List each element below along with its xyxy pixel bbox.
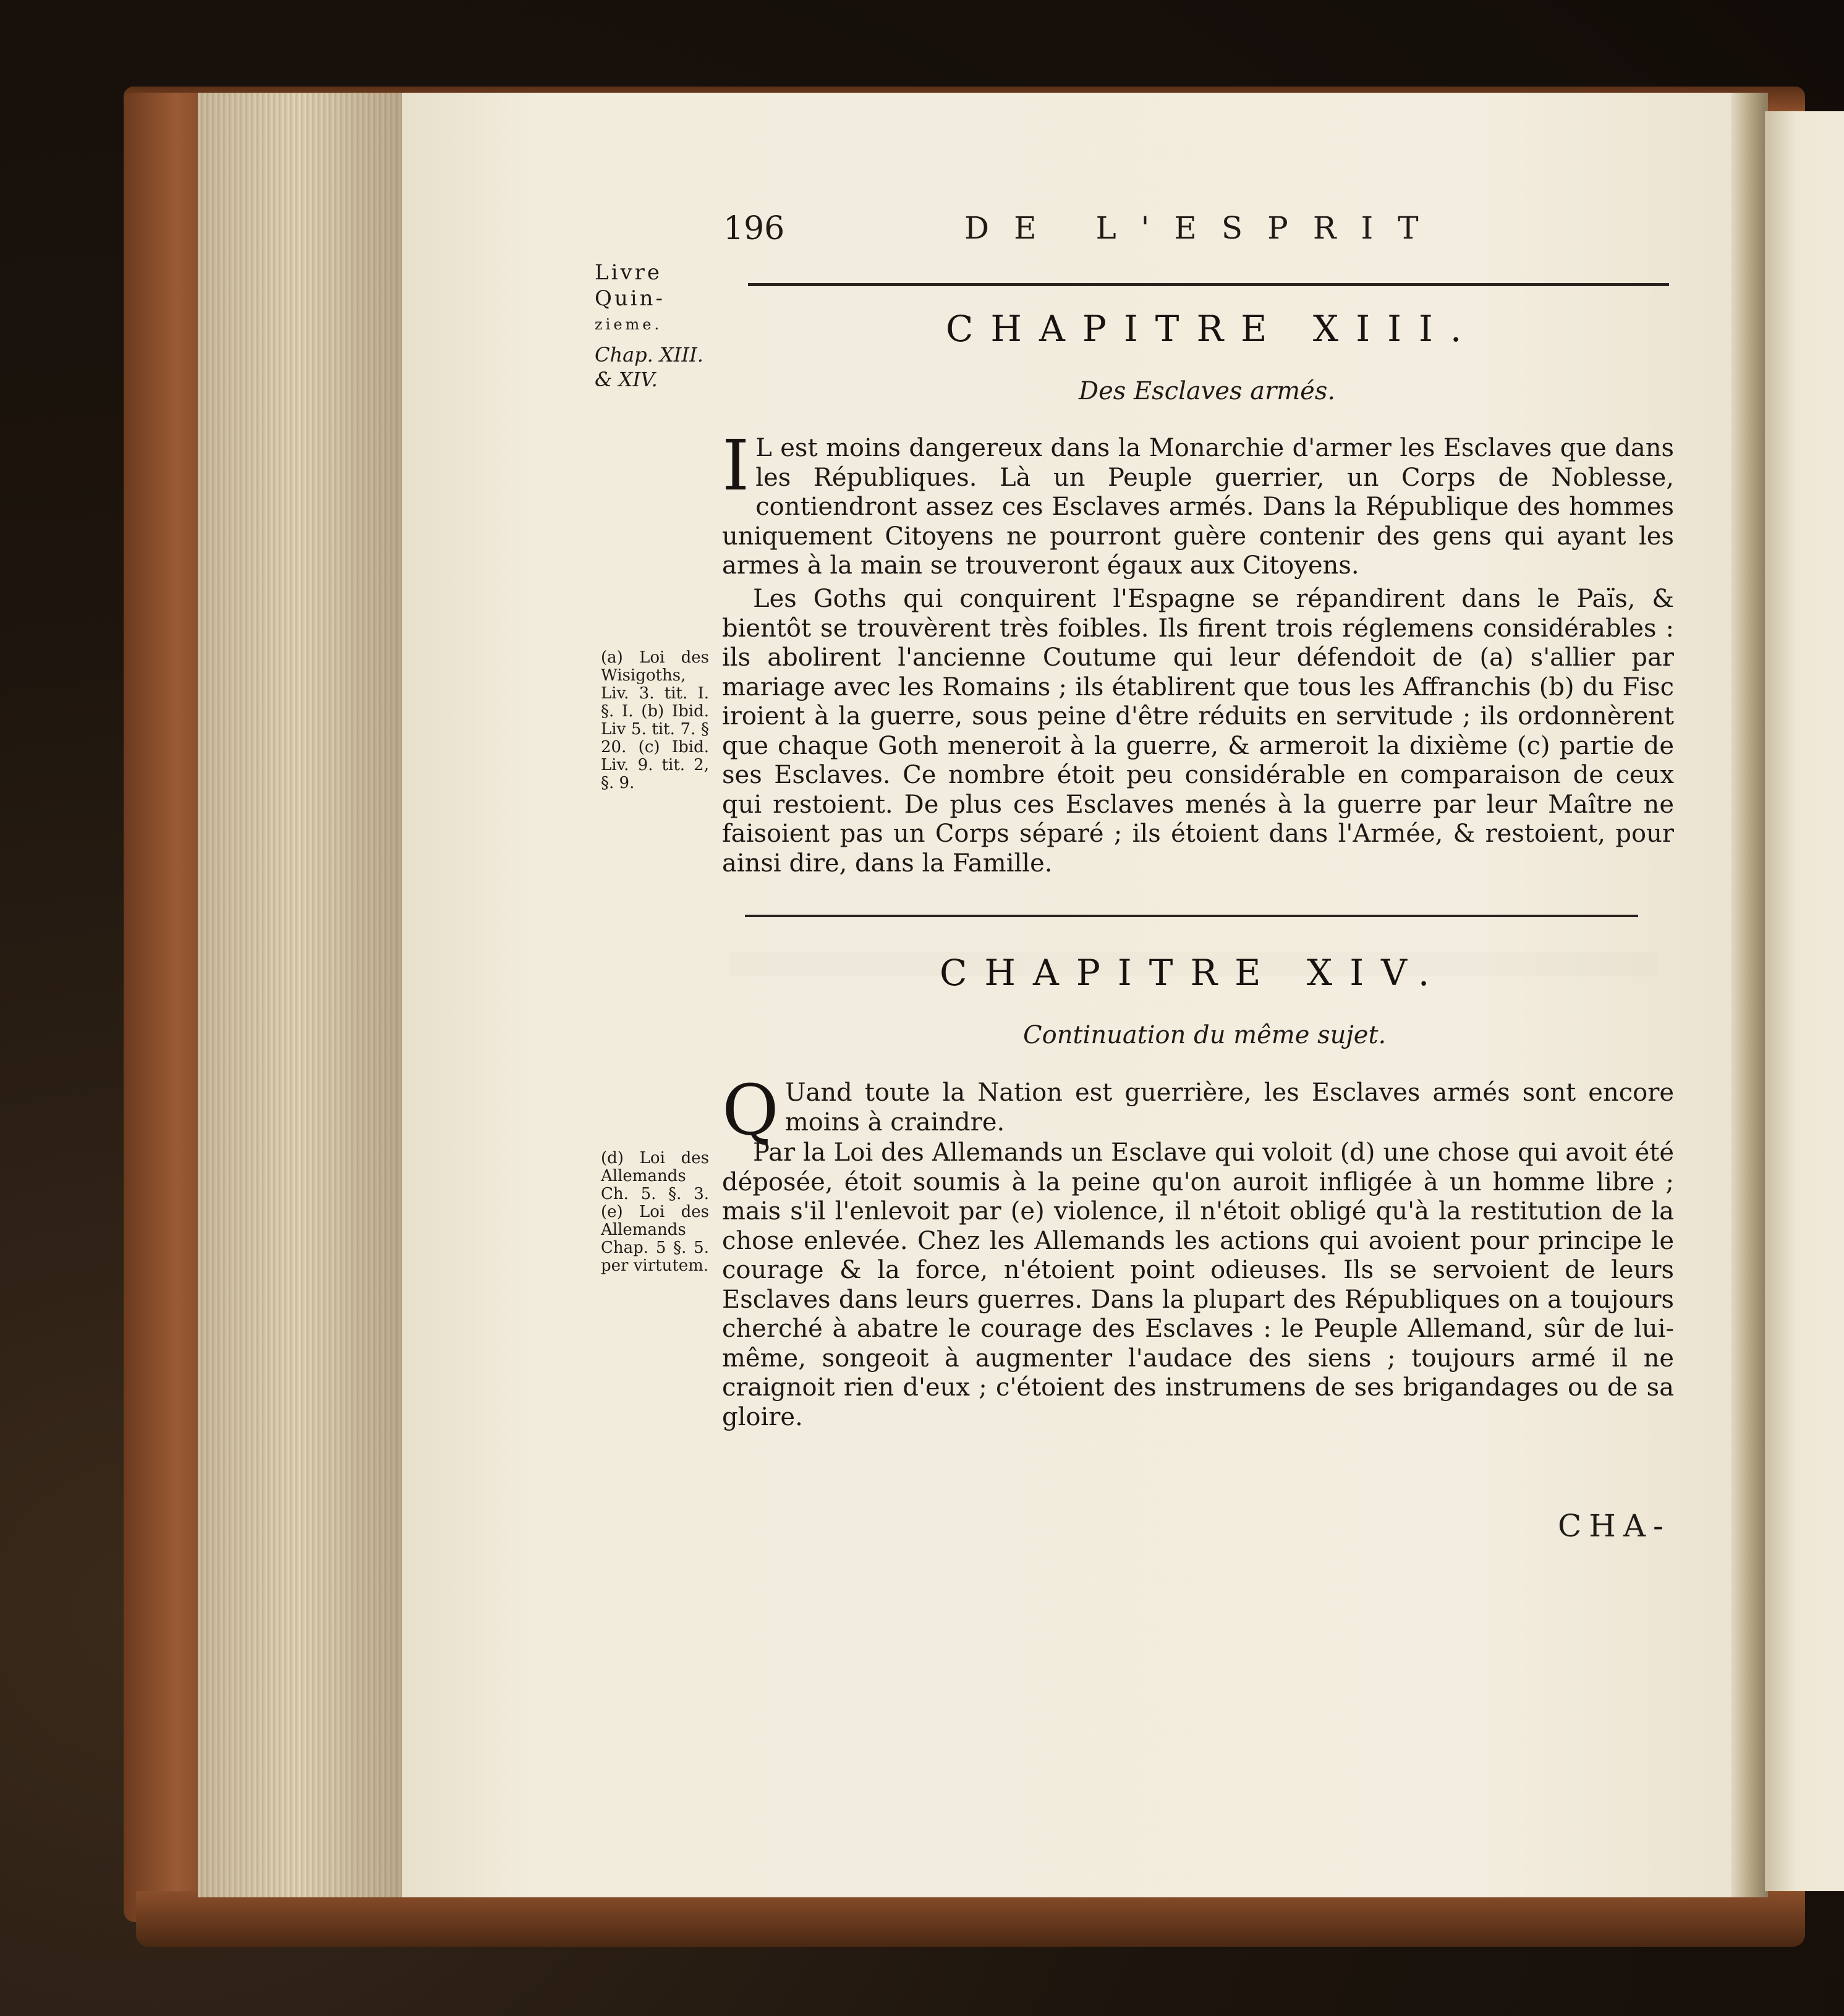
chapter-14-subtitle: Continuation du même sujet. xyxy=(1023,1021,1387,1049)
chapter-14-paragraph-1 xyxy=(722,1070,1674,1151)
chapter-14-paragraph-2 xyxy=(722,1138,1674,1432)
page-number: 196 xyxy=(723,210,785,247)
chapter-14-title: CHAPITRE XIV. xyxy=(940,952,1447,994)
page-edge-shade xyxy=(198,93,402,1897)
header-rule xyxy=(748,283,1669,286)
dropcap: Q xyxy=(722,1070,779,1151)
chapter-14-paragraph-2-text: Par la Loi des Allemands un Esclave qui voloit (d) une chose qui avoit été déposée, étoit soumis à la peine qu'on auroit infligée à un homme libre ; mais s'il l'enlevoit par (e) violence, il n'étoit obligé qu'à la restitution de la chose enlevée. Chez les Allemands les actions qui avoient pour principe le courage & la force, n'étoient point odieuses. Ils se servoient de leurs Esclaves dans leurs guerres. Dans la plupart des Républiques on a toujours cherché à abatre le courage des Esclaves : le Peuple Allemand, sûr de lui-même, songeoit à augmenter l'audace des siens ; toujours armé il ne craignoit rien d'eux ; c'étoient des instrumens de ses brigandages ou de sa gloire. xyxy=(722,1138,1674,1431)
chapter-14-margin-note: (d) Loi des Allemands Ch. 5. §. 3. (e) Loi des Allemands Chap. 5 §. 5. per virtutem. xyxy=(601,1149,709,1275)
margin-chapter-label: Chap. XIII. xyxy=(595,343,703,366)
catchword: CHA- xyxy=(1558,1508,1671,1544)
margin-book-number-cont: zieme. xyxy=(595,316,663,333)
dropcap: I xyxy=(722,426,750,506)
chapter-13-paragraph-1-text: L est moins dangereux dans la Monarchie d'armer les Esclaves que dans les Républiques. Là un Peuple guerrier, un Corps de Noblesse, contiendront assez ces Esclaves armés. Dans la République des hommes uniquement Citoyens ne pourront guère contenir des gens qui ayant les armes à la main se trouveront égaux aux Citoyens. xyxy=(722,434,1674,580)
chapter-13-paragraph-2 xyxy=(722,585,1674,878)
chapter-13-paragraph-2-text: Les Goths qui conquirent l'Espagne se répandirent dans le Païs, & bientôt se trouvèrent très foibles. Ils firent trois réglemens considérables : ils abolirent l'ancienne Coutume qui leur défendoit de (a) s'allier par mariage avec les Romains ; ils établirent que tous les Affranchis (b) du Fisc iroient à la guerre, sous peine d'être réduits en servitude ; ils ordonnèrent que chaque Goth meneroit à la guerre, & armeroit la dixième (c) partie de ses Esclaves. Ce nombre étoit peu considérable en comparaison de ceux qui restoient. De plus ces Esclaves menés à la guerre par leur Maître ne faisoient pas un Corps séparé ; ils étoient dans l'Armée, & restoient, pour ainsi dire, dans la Famille. xyxy=(722,585,1674,878)
facing-page-edge xyxy=(1765,111,1844,1891)
chapter-separator-rule xyxy=(745,915,1638,917)
chapter-13-margin-note: (a) Loi des Wisigoths, Liv. 3. tit. I. §. I. (b) Ibid. Liv 5. tit. 7. § 20. (c) Ibid. Liv. 9. tit. 2, §. 9. xyxy=(601,648,709,792)
book-gutter xyxy=(1731,93,1768,1897)
book-cover-bottom xyxy=(136,1891,1805,1947)
running-header xyxy=(723,210,1743,247)
running-title: DE L'ESPRIT xyxy=(964,210,1443,246)
margin-book-label: Livre xyxy=(595,260,663,285)
chapter-14-paragraph-1-text: Uand toute la Nation est guerrière, les Esclaves armés sont encore moins à craindre. xyxy=(784,1078,1674,1137)
margin-book-number: Quin- xyxy=(595,286,666,311)
chapter-13-paragraph-1 xyxy=(722,426,1674,581)
margin-chapter-label-cont: & XIV. xyxy=(595,368,658,391)
margin-book-heading xyxy=(595,260,712,392)
chapter-13-title: CHAPITRE XIII. xyxy=(946,308,1479,350)
chapter-13-subtitle: Des Esclaves armés. xyxy=(1079,377,1336,405)
